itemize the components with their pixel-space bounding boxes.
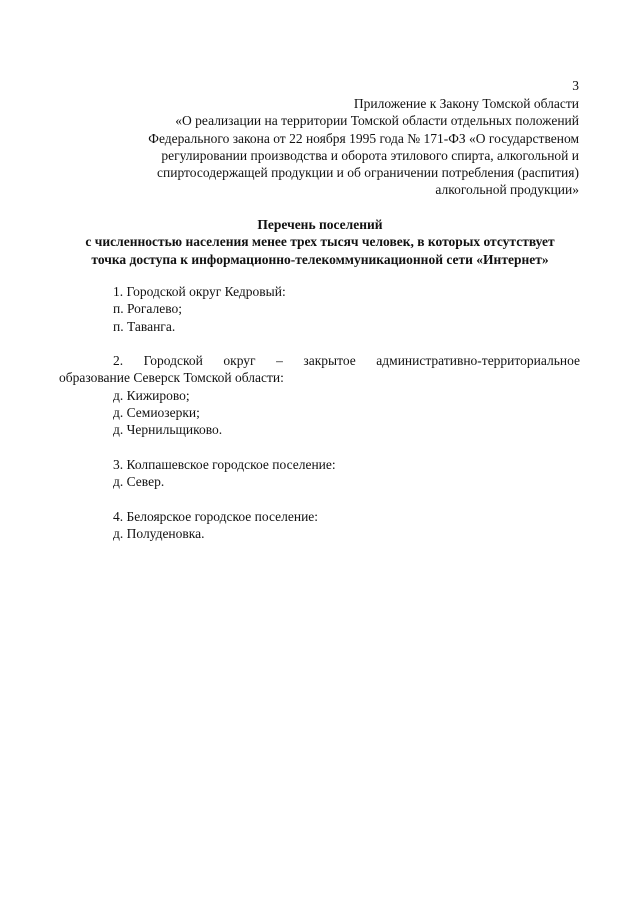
settlement-group-3	[102, 456, 580, 491]
annex-line: «О реализации на территории Томской области отдельных положений	[175, 113, 579, 129]
annex-line: регулировании производства и оборота этилового спирта, алкогольной и	[161, 147, 579, 163]
annex-line: Федерального закона от 22 ноября 1995 года № 171-ФЗ «О государственом	[148, 130, 579, 146]
group-title-continuation: образование Северск Томской области:	[59, 370, 284, 386]
settlement-group-1	[102, 283, 580, 335]
group-title: 1. Городской округ Кедровый:	[113, 284, 286, 299]
settlement-item: д. Полуденовка.	[113, 526, 205, 542]
annex-line: алкогольной продукции»	[435, 182, 579, 198]
annex-line: спиртосодержащей продукции и об ограничении потребления (распития)	[157, 165, 579, 181]
document-heading	[60, 216, 580, 268]
settlement-item: д. Север.	[113, 474, 165, 490]
settlement-item: п. Рогалево;	[113, 301, 183, 317]
settlement-item: п. Таванга.	[113, 318, 176, 334]
annex-line: Приложение к Закону Томской области	[353, 96, 579, 111]
heading-subtitle-line: с численностью населения менее трех тысяч человек, в которых отсутствует	[85, 234, 555, 250]
settlement-item: д. Семиозерки;	[113, 405, 200, 421]
settlement-item: д. Кижирово;	[113, 387, 190, 403]
annex-reference	[99, 95, 579, 199]
settlement-group-2	[59, 352, 580, 438]
settlement-list	[59, 283, 580, 560]
settlement-item: д. Чернильщиково.	[113, 422, 223, 438]
heading-subtitle-line: точка доступа к информационно-телекоммуникационной сети «Интернет»	[91, 251, 549, 267]
page-number: 3	[572, 78, 579, 93]
group-title: 3. Колпашевское городское поселение:	[113, 456, 336, 472]
settlement-group-4	[102, 508, 580, 543]
heading-title: Перечень поселений	[257, 217, 383, 232]
group-title: 2. Городской округ – закрытое административно-территориальное	[113, 353, 580, 369]
group-title: 4. Белоярское городское поселение:	[113, 508, 319, 524]
